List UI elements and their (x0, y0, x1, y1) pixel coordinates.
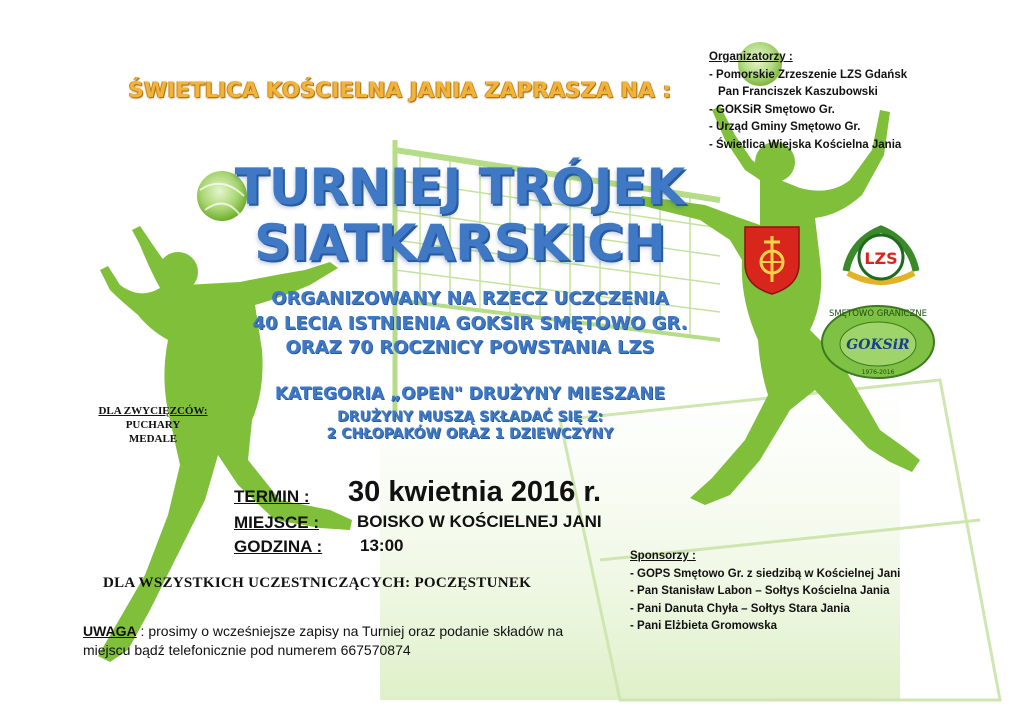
refreshments-note: DLA WSZYSTKICH UCZESTNICZĄCYCH: POCZĘSTUNEK (103, 575, 532, 591)
occasion-line-2: 40 LECIA ISTNIENIA GOKSIR SMĘTOWO GR. (252, 313, 688, 334)
goksir-years-text: 1976-2016 (861, 369, 895, 376)
sponsor-item: - GOPS Smętowo Gr. z siedzibą w Kościelnej Jani (630, 567, 901, 580)
occasion-line-3: ORAZ 70 ROCZNICY POWSTANIA LZS (285, 337, 655, 358)
invite-heading: ŚWIETLICA KOŚCIELNA JANIA ZAPRASZA NA : (128, 78, 672, 102)
date-label: TERMIN : (234, 487, 310, 506)
organizer-item: - Świetlica Wiejska Kościelna Jania (709, 138, 902, 151)
lzs-logo (842, 221, 920, 289)
winners-item: MEDALE (128, 433, 178, 445)
category-line-3: 2 CHŁOPAKÓW ORAZ 1 DZIEWCZYNY (326, 426, 614, 442)
note-text: : prosimy o wcześniejsze zapisy na Turniej oraz podanie składów na miejscu bądź telefonicznie pod numerem 667570874 (83, 623, 564, 658)
sponsor-item: - Pani Elżbieta Gromowska (630, 620, 777, 633)
organizers-list (709, 49, 907, 155)
smetowo-coat-of-arms-logo (742, 224, 802, 296)
time-value: 13:00 (360, 536, 404, 555)
organizer-item: - GOKSiR Smętowo Gr. (709, 103, 835, 116)
organizers-header: Organizatorzy : (709, 51, 793, 63)
title-line-2: SIATKARSKICH (254, 214, 666, 272)
date-value: 30 kwietnia 2016 r. (348, 476, 602, 508)
organizer-item: - Pomorskie Zrzeszenie LZS Gdańsk (709, 68, 908, 81)
category-line-1: KATEGORIA „OPEN" DRUŻYNY MIESZANE (274, 384, 666, 404)
lzs-logo-text: LZS (864, 249, 898, 268)
winners-header: DLA ZWYCIĘZCÓW: (98, 405, 208, 417)
sponsor-item: - Pani Danuta Chyła – Sołtys Stara Jania (630, 602, 850, 615)
sponsors-list (630, 548, 900, 636)
place-label: MIEJSCE : (234, 513, 320, 532)
goksir-name-text: GOKSiR (846, 337, 910, 353)
goksir-ring-text: SMĘTOWO GRANICZNE (828, 309, 928, 319)
registration-note (83, 622, 603, 660)
category-line-2: DRUŻYNY MUSZĄ SKŁADAĆ SIĘ Z: (337, 409, 603, 425)
sponsor-item: - Pan Stanisław Labon – Sołtys Kościelna Jania (630, 585, 890, 598)
winners-box (88, 404, 218, 446)
sponsors-header: Sponsorzy : (630, 550, 696, 562)
organizer-item: - Urząd Gminy Smętowo Gr. (709, 121, 861, 134)
goksir-logo (818, 300, 938, 380)
winners-item: PUCHARY (125, 419, 181, 431)
place-value: BOISKO W KOŚCIELNEJ JANI (357, 512, 602, 531)
time-label: GODZINA : (234, 537, 323, 556)
note-keyword: UWAGA (83, 623, 137, 639)
organizer-item: Pan Franciszek Kaszubowski (718, 86, 878, 99)
title-line-1: TURNIEJ TRÓJEK (234, 158, 686, 216)
occasion-line-1: ORGANIZOWANY NA RZECZ UCZCZENIA (271, 288, 669, 309)
